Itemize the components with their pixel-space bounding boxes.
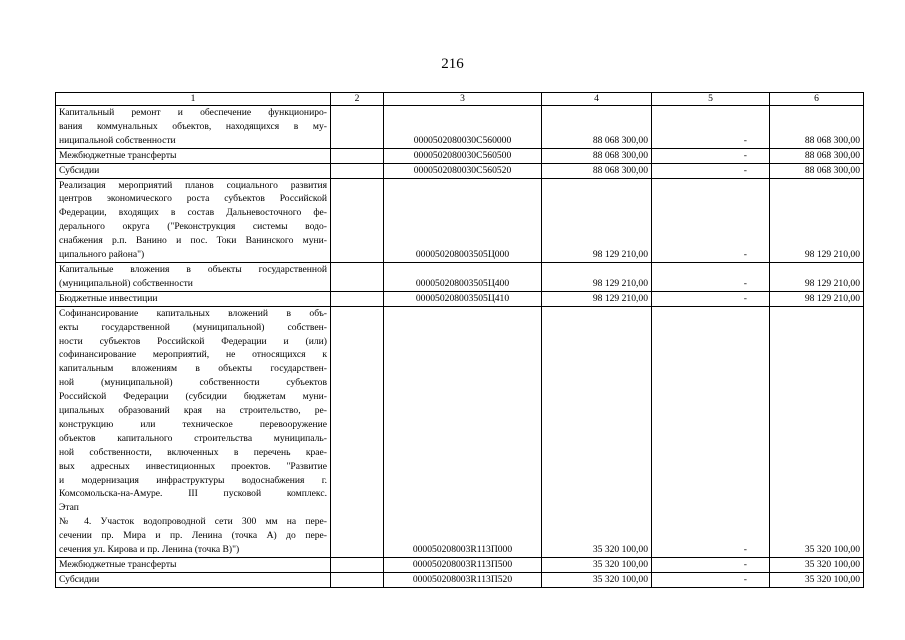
row-name-line: Субсидии <box>59 573 100 585</box>
row-name-cell <box>56 148 331 163</box>
row-name-line: Капитальный ремонт и обеспечение функциониро- <box>59 107 327 118</box>
budget-code-cell: 000050208003505Ц410 <box>384 291 542 306</box>
header-cell: 4 <box>542 93 652 106</box>
row-name-line: Комсомольска-на-Амуре. III пусковой комплекс. <box>59 488 327 500</box>
total-cell: 98 129 210,00 <box>770 178 864 262</box>
row-name-line: объектов капитального строительства муниципаль- <box>59 432 327 444</box>
budget-code-cell: 000050208003505Ц400 <box>384 262 542 291</box>
total-cell: 98 129 210,00 <box>770 262 864 291</box>
row-name-cell <box>56 306 331 557</box>
table-row <box>56 291 864 306</box>
row-name-line: ной (муниципальной) собственности субъектов <box>59 377 327 389</box>
total-cell: 35 320 100,00 <box>770 306 864 557</box>
table-row <box>56 178 864 262</box>
row-name-line: екты государственной (муниципальной) собствен- <box>59 321 327 333</box>
amount-cell: 35 320 100,00 <box>542 572 652 587</box>
row-name-line: Этап <box>59 502 79 514</box>
table-row <box>56 148 864 163</box>
row-name-line: сечении пр. Мира и пр. Ленина (точка А) до пере- <box>59 530 327 542</box>
budget-code-cell: 000050208003R113П500 <box>384 558 542 573</box>
amount-cell: 35 320 100,00 <box>542 558 652 573</box>
table-row <box>56 572 864 587</box>
col5-cell: - <box>652 558 770 573</box>
row-name-cell <box>56 262 331 291</box>
col5-cell: - <box>652 163 770 178</box>
col2-cell <box>331 558 384 573</box>
row-name-line: ниципальной собственности <box>59 134 176 146</box>
amount-cell: 98 129 210,00 <box>542 262 652 291</box>
row-name-line: сечения ул. Кирова и пр. Ленина (точка В)") <box>59 544 240 556</box>
row-name-line: Федерации, входящих в состав Дальневосточного фе- <box>59 207 327 219</box>
amount-cell: 88 068 300,00 <box>542 148 652 163</box>
total-cell: 35 320 100,00 <box>770 572 864 587</box>
row-name-line: и модернизация инфраструктуры водоснабжения г. <box>59 474 327 486</box>
row-name-line: снабжения р.п. Ванино и пос. Токи Ванинского муни- <box>59 235 327 247</box>
col5-cell: - <box>652 106 770 149</box>
budget-table <box>55 92 864 588</box>
row-name-line: софинансирование мероприятий, не относящихся к <box>59 349 327 361</box>
row-name-line: (муниципальной) собственности <box>59 277 193 289</box>
row-name-line: Бюджетные инвестиции <box>59 292 158 304</box>
row-name-line: капитальным вложениям в объекты государствен- <box>59 363 327 375</box>
amount-cell: 88 068 300,00 <box>542 106 652 149</box>
col5-cell: - <box>652 572 770 587</box>
amount-cell: 98 129 210,00 <box>542 291 652 306</box>
total-cell: 98 129 210,00 <box>770 291 864 306</box>
header-cell: 3 <box>384 93 542 106</box>
col5-cell: - <box>652 306 770 557</box>
row-name-cell <box>56 291 331 306</box>
amount-cell: 35 320 100,00 <box>542 306 652 557</box>
row-name-line: Межбюджетные трансферты <box>59 149 177 161</box>
budget-code-cell: 0000502080030С560520 <box>384 163 542 178</box>
row-name-cell <box>56 163 331 178</box>
row-name-line: дерального округа ("Реконструкция системы водо- <box>59 221 327 233</box>
amount-cell: 98 129 210,00 <box>542 178 652 262</box>
row-name-cell <box>56 572 331 587</box>
col2-cell <box>331 262 384 291</box>
row-name-cell <box>56 178 331 262</box>
col2-cell <box>331 291 384 306</box>
budget-code-cell: 0000502080030С560500 <box>384 148 542 163</box>
row-name-line: Межбюджетные трансферты <box>59 559 177 570</box>
col2-cell <box>331 148 384 163</box>
row-name-line: ности субъектов Российской Федерации и (или) <box>59 335 327 347</box>
table-row <box>56 306 864 557</box>
table-row <box>56 262 864 291</box>
col2-cell <box>331 178 384 262</box>
page-number: 216 <box>441 56 464 72</box>
row-name-line: Российской Федерации (субсидии бюджетам муни- <box>59 391 327 403</box>
row-name-line: Капитальные вложения в объекты государственной <box>59 263 327 275</box>
col2-cell <box>331 163 384 178</box>
col2-cell <box>331 306 384 557</box>
row-name-line: конструкцию или техническое перевооружение <box>59 418 327 430</box>
col2-cell <box>331 572 384 587</box>
row-name-line: вания коммунальных объектов, находящихся в му- <box>59 120 327 132</box>
table-row <box>56 558 864 573</box>
header-cell: 1 <box>56 93 331 106</box>
row-name-cell <box>56 558 331 573</box>
table-row <box>56 106 864 149</box>
budget-code-cell: 000050208003R113П520 <box>384 572 542 587</box>
col5-cell: - <box>652 178 770 262</box>
row-name-line: ципальных образований края на строительство, ре- <box>59 405 327 417</box>
total-cell: 88 068 300,00 <box>770 106 864 149</box>
total-cell: 88 068 300,00 <box>770 148 864 163</box>
row-name-line: ципального района") <box>59 249 145 261</box>
col5-cell: - <box>652 262 770 291</box>
row-name-line: центров экономического роста субъектов Российской <box>59 193 327 205</box>
table-row <box>56 163 864 178</box>
col5-cell: - <box>652 291 770 306</box>
row-name-line: № 4. Участок водопроводной сети 300 мм на пере- <box>59 516 327 528</box>
header-cell: 5 <box>652 93 770 106</box>
amount-cell: 88 068 300,00 <box>542 163 652 178</box>
col2-cell <box>331 106 384 149</box>
row-name-line: Субсидии <box>59 164 100 176</box>
header-cell: 2 <box>331 93 384 106</box>
row-name-line: Реализация мероприятий планов социального развития <box>59 179 327 191</box>
col5-cell: - <box>652 148 770 163</box>
row-name-cell <box>56 106 331 149</box>
table-header-row <box>56 93 864 106</box>
budget-code-cell: 000050208003505Ц000 <box>384 178 542 262</box>
header-cell: 6 <box>770 93 864 106</box>
budget-code-cell: 0000502080030С560000 <box>384 106 542 149</box>
budget-code-cell: 000050208003R113П000 <box>384 306 542 557</box>
total-cell: 88 068 300,00 <box>770 163 864 178</box>
row-name-line: вых адресных инвестиционных проектов. "Развитие <box>59 460 327 472</box>
row-name-line: ной собственности, включенных в перечень крае- <box>59 446 327 458</box>
row-name-line: Софинансирование капитальных вложений в объ- <box>59 307 327 319</box>
total-cell: 35 320 100,00 <box>770 558 864 573</box>
